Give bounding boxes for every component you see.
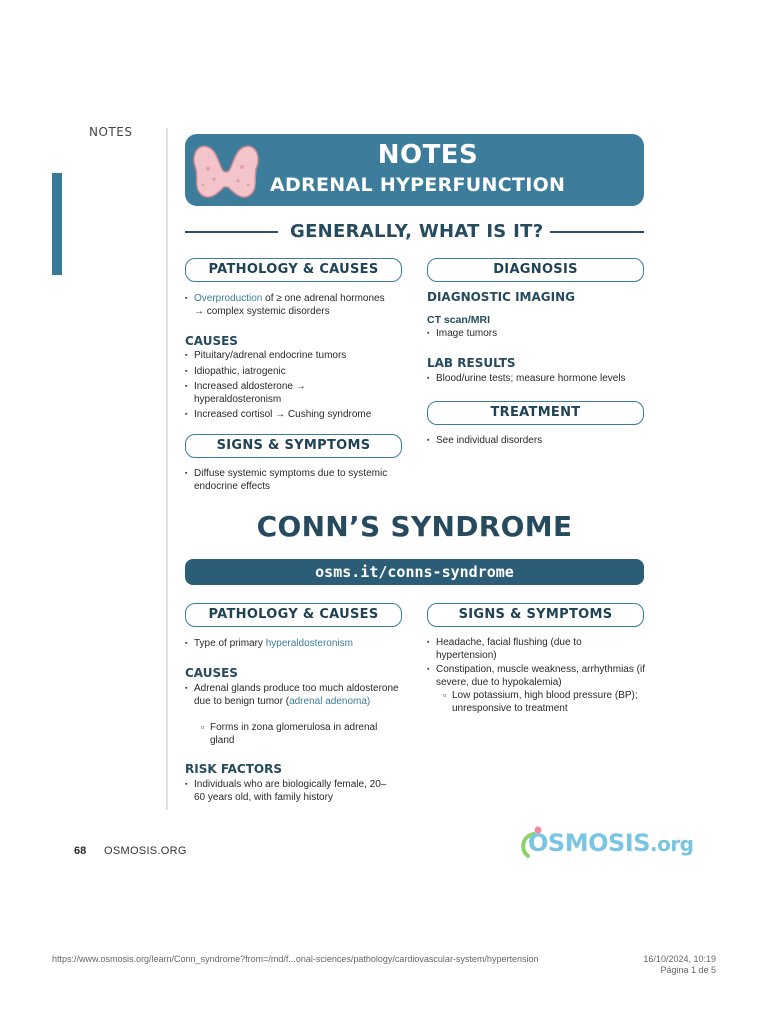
list-item: ▪ Type of primary hyperaldosteronism (185, 638, 410, 651)
conn-causes-list (185, 683, 400, 708)
osmosis-logo-text: OSMOSIS.org (528, 829, 694, 857)
lab-results-heading: LAB RESULTS (427, 356, 516, 370)
causes-list (185, 350, 400, 422)
list-item: ▪ Constipation, muscle weakness, arrhythmias (if severe, due to hypokalemia) (427, 664, 647, 689)
section-rule-left (185, 231, 278, 233)
list-item: ▫ Low potassium, high blood pressure (BP); unresponsive to treatment (443, 690, 638, 715)
conn-signs-list (427, 637, 645, 689)
margin-divider (166, 128, 168, 810)
banner-title: NOTES (377, 140, 479, 170)
adrenal-adenoma-link[interactable]: adrenal adenoma (289, 695, 367, 707)
list-item: ▪ Increased cortisol → Cushing syndrome (185, 409, 400, 422)
print-url: https://www.osmosis.org/learn/Conn_syndrome?from=/md/f...onal-sciences/pathology/cardiovascular-system/hypertension (52, 954, 539, 964)
ct-list (427, 328, 642, 341)
list-item: ▪ Headache, facial flushing (due to hypertension) (427, 637, 599, 662)
pill-treatment: TREATMENT (427, 401, 644, 425)
conn-syndrome-title: CONN’S SYNDROME (256, 510, 573, 543)
page-number: 68 (74, 845, 87, 857)
side-notes-label: NOTES (89, 125, 133, 139)
pill-conn-signs: SIGNS & SYMPTOMS (427, 603, 644, 627)
print-timestamp: 16/10/2024, 10:19 Página 1 de 5 (643, 954, 716, 975)
list-item: ▪ Individuals who are biologically female, 20–60 years old, with family history (185, 779, 395, 804)
pill-pathology-causes: PATHOLOGY & CAUSES (185, 258, 402, 282)
pill-signs-symptoms: SIGNS & SYMPTOMS (185, 434, 402, 458)
list-item: ▫ Forms in zona glomerulosa in adrenal gland (201, 722, 396, 747)
left-accent-bar (52, 173, 62, 275)
conn-causes-sublist (201, 722, 396, 747)
conn-causes-heading: CAUSES (185, 666, 238, 680)
list-item: ▪ Diffuse systemic symptoms due to systemic endocrine effects (185, 468, 410, 493)
conn-intro (185, 638, 410, 651)
conn-signs-sublist (443, 690, 638, 715)
hyperaldosteronism-link[interactable]: hyperaldosteronism (265, 638, 353, 649)
banner-subtitle: ADRENAL HYPERFUNCTION (270, 174, 566, 196)
risk-factors-heading: RISK FACTORS (185, 762, 283, 776)
list-item: ▪ Adrenal glands produce too much aldosterone due to benign tumor (adrenal adenoma) (185, 683, 400, 708)
risk-factors-list (185, 779, 395, 804)
causes-heading: CAUSES (185, 334, 238, 348)
overproduction-link[interactable]: Overproduction (194, 293, 263, 304)
pathology-intro: ▪ Overproduction of ≥ one adrenal hormones → complex systemic disorders (185, 293, 410, 318)
list-item: ▪ Pituitary/adrenal endocrine tumors (185, 350, 400, 363)
list-item: ▪ See individual disorders (427, 435, 642, 448)
list-item: ▪ Blood/urine tests; measure hormone levels (427, 373, 644, 386)
diagnostic-imaging-heading: DIAGNOSTIC IMAGING (427, 290, 575, 304)
pill-diagnosis: DIAGNOSIS (427, 258, 644, 282)
ct-mri-heading: CT scan/MRI (427, 314, 491, 326)
pill-conn-pathology: PATHOLOGY & CAUSES (185, 603, 402, 627)
treatment-list (427, 435, 642, 448)
section-title-general: GENERALLY, WHAT IS IT? (290, 221, 544, 242)
lab-list (427, 373, 644, 386)
list-item: ▪ Increased aldosterone → hyperaldosteronism (185, 381, 335, 406)
list-item: ▪ Idiopathic, iatrogenic (185, 366, 400, 379)
footer-org: OSMOSIS.ORG (104, 845, 187, 857)
section-rule-right (550, 231, 644, 233)
list-item: ▪ Image tumors (427, 328, 642, 341)
conn-syndrome-link[interactable]: osms.it/conns-syndrome (185, 559, 644, 585)
signs-list (185, 468, 410, 493)
